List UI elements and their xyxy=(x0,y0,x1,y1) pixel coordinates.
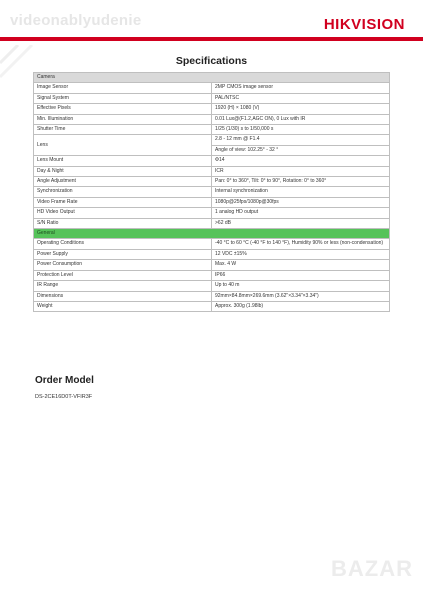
spec-label: Power Supply xyxy=(34,249,212,259)
spec-value: 92mm×84.8mm×269.6mm (3.62"×3.34"×3.34") xyxy=(212,291,390,301)
order-model-heading: Order Model xyxy=(35,375,94,386)
spec-label: Angle Adjustment xyxy=(34,177,212,187)
spec-value: 1/25 (1/30) s to 1/50,000 s xyxy=(212,125,390,135)
table-row xyxy=(34,177,390,187)
spec-label: Dimensions xyxy=(34,291,212,301)
table-row xyxy=(34,125,390,135)
table-row xyxy=(34,83,390,93)
table-row xyxy=(34,260,390,270)
table-row xyxy=(34,239,390,249)
bazar-watermark: BAZAR xyxy=(331,556,413,581)
spec-value: Pan: 0° to 360°, Tilt: 0° to 90°, Rotation: 0° to 360° xyxy=(212,177,390,187)
spec-value: 12 VDC ±15% xyxy=(212,249,390,259)
section-header-general xyxy=(34,229,390,239)
order-model-number: DS-2CE16D0T-VFIR3F xyxy=(35,394,93,400)
table-row xyxy=(34,104,390,114)
spec-label: Effective Pixels xyxy=(34,104,212,114)
table-row xyxy=(34,281,390,291)
spec-label: Signal System xyxy=(34,93,212,103)
spec-label: S/N Ratio xyxy=(34,218,212,228)
section-label: Camera xyxy=(34,73,390,83)
spec-label: Operating Conditions xyxy=(34,239,212,249)
header-bar xyxy=(0,37,423,41)
spec-label: HD Video Output xyxy=(34,208,212,218)
table-row-lens xyxy=(34,135,390,156)
spec-value: 1080p@25fps/1080p@30fps xyxy=(212,197,390,207)
hikvision-logo: HIKVISION xyxy=(323,16,405,33)
table-row xyxy=(34,208,390,218)
spec-label: Shutter Time xyxy=(34,125,212,135)
spec-value: 1920 (H) × 1080 (V) xyxy=(212,104,390,114)
table-row xyxy=(34,156,390,166)
table-row xyxy=(34,270,390,280)
spec-label: Power Consumption xyxy=(34,260,212,270)
spec-value: 2MP CMOS image sensor xyxy=(212,83,390,93)
spec-value-line: Angle of view: 102.25° - 32 ° xyxy=(212,145,389,155)
spec-label: Protection Level xyxy=(34,270,212,280)
table-row xyxy=(34,249,390,259)
spec-value xyxy=(212,135,390,156)
spec-value: Up to 40 m xyxy=(212,281,390,291)
spec-label: Day & Night xyxy=(34,166,212,176)
spec-value: 0.01 Lux@(F1.2,AGC ON), 0 Lux with IR xyxy=(212,114,390,124)
spec-value: PAL/NTSC xyxy=(212,93,390,103)
table-row xyxy=(34,166,390,176)
section-label: General xyxy=(34,229,390,239)
page-title: Specifications xyxy=(175,55,248,67)
table-row xyxy=(34,218,390,228)
spec-value: 1 analog HD output xyxy=(212,208,390,218)
section-header-camera xyxy=(34,73,390,83)
specifications-table xyxy=(33,72,390,312)
table-row xyxy=(34,114,390,124)
spec-value: ICR xyxy=(212,166,390,176)
spec-label: Synchronization xyxy=(34,187,212,197)
spec-value: -40 °C to 60 °C (-40 °F to 140 °F), Humidity 90% or less (non-condensation) xyxy=(212,239,390,249)
spec-label: IR Range xyxy=(34,281,212,291)
table-row xyxy=(34,187,390,197)
spec-label: Lens Mount xyxy=(34,156,212,166)
table-row xyxy=(34,301,390,311)
spec-value: Φ14 xyxy=(212,156,390,166)
spec-label: Lens xyxy=(34,135,212,156)
spec-value: IP66 xyxy=(212,270,390,280)
spec-label: Weight xyxy=(34,301,212,311)
spec-value: Max. 4 W xyxy=(212,260,390,270)
table-row xyxy=(34,93,390,103)
spec-value: Approx. 300g (1.98lb) xyxy=(212,301,390,311)
spec-value: Internal synchronization xyxy=(212,187,390,197)
spec-value: >62 dB xyxy=(212,218,390,228)
table-row xyxy=(34,197,390,207)
spec-label: Min. Illumination xyxy=(34,114,212,124)
spec-label: Video Frame Rate xyxy=(34,197,212,207)
spec-label: Image Sensor xyxy=(34,83,212,93)
table-row xyxy=(34,291,390,301)
watermark-top: videonablyudenie xyxy=(10,12,142,29)
spec-value-line: 2.8 - 12 mm @ F1.4 xyxy=(215,136,260,143)
